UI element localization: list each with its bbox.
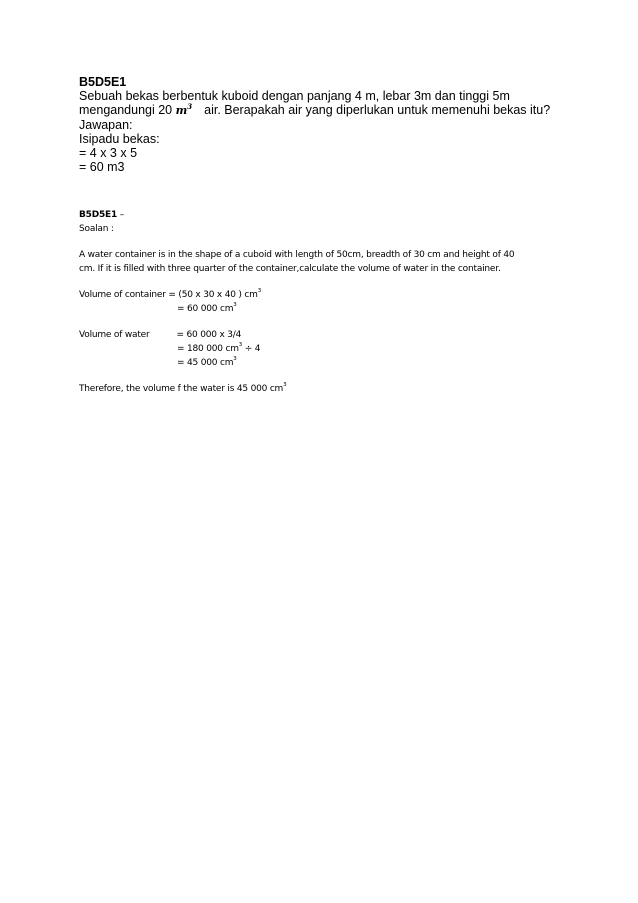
question-line-2-start: mengandungi 20 [79,103,176,117]
answer-label: Jawapan: [79,118,133,132]
english-question-section [79,208,579,396]
calculation-line-2: = 60 m3 [79,160,125,174]
water-volume-line: Volume of water = 60 000 x 3/4 [79,330,242,340]
question-line-2-end: air. Berapakah air yang diperlukan untuk memenuhi bekas itu? [204,103,551,117]
container-volume-result: = 60 000 $cm^3$ [177,302,237,314]
water-volume-step-3: = 45 000 $cm^3$ [177,356,237,368]
question-label: Soalan : [79,224,114,234]
section-title: B5D5E1 [79,210,118,220]
water-volume-step-2: = 180 000 $cm^3 \div 4$ [177,342,261,354]
title-dash: – [117,210,125,220]
section-title: B5D5E1 [79,75,127,89]
conclusion-line: Therefore, the volume f the water is 45 000 $cm^3$ [79,382,287,394]
unit-m3-math: $m^3$ [175,102,193,117]
question-text-line-2: cm. If it is filled with three quarter of the container,calculate the volume of water in the container. [79,264,501,274]
question-text-line-1: A water container is in the shape of a cuboid with length of 50cm, breadth of 30 cm and height of 40 [79,250,515,260]
question-line-2 [79,103,579,118]
malay-question-section [79,75,579,174]
volume-label: Isipadu bekas: [79,132,160,146]
section-title-line [79,208,579,222]
container-volume-line: Volume of container = (50 x 30 x 40 ) $cm^3$ [79,288,262,300]
calculation-line-1: = 4 x 3 x 5 [79,146,138,160]
question-line-1: Sebuah bekas berbentuk kuboid dengan panjang 4 m, lebar 3m dan tinggi 5m [79,89,510,103]
